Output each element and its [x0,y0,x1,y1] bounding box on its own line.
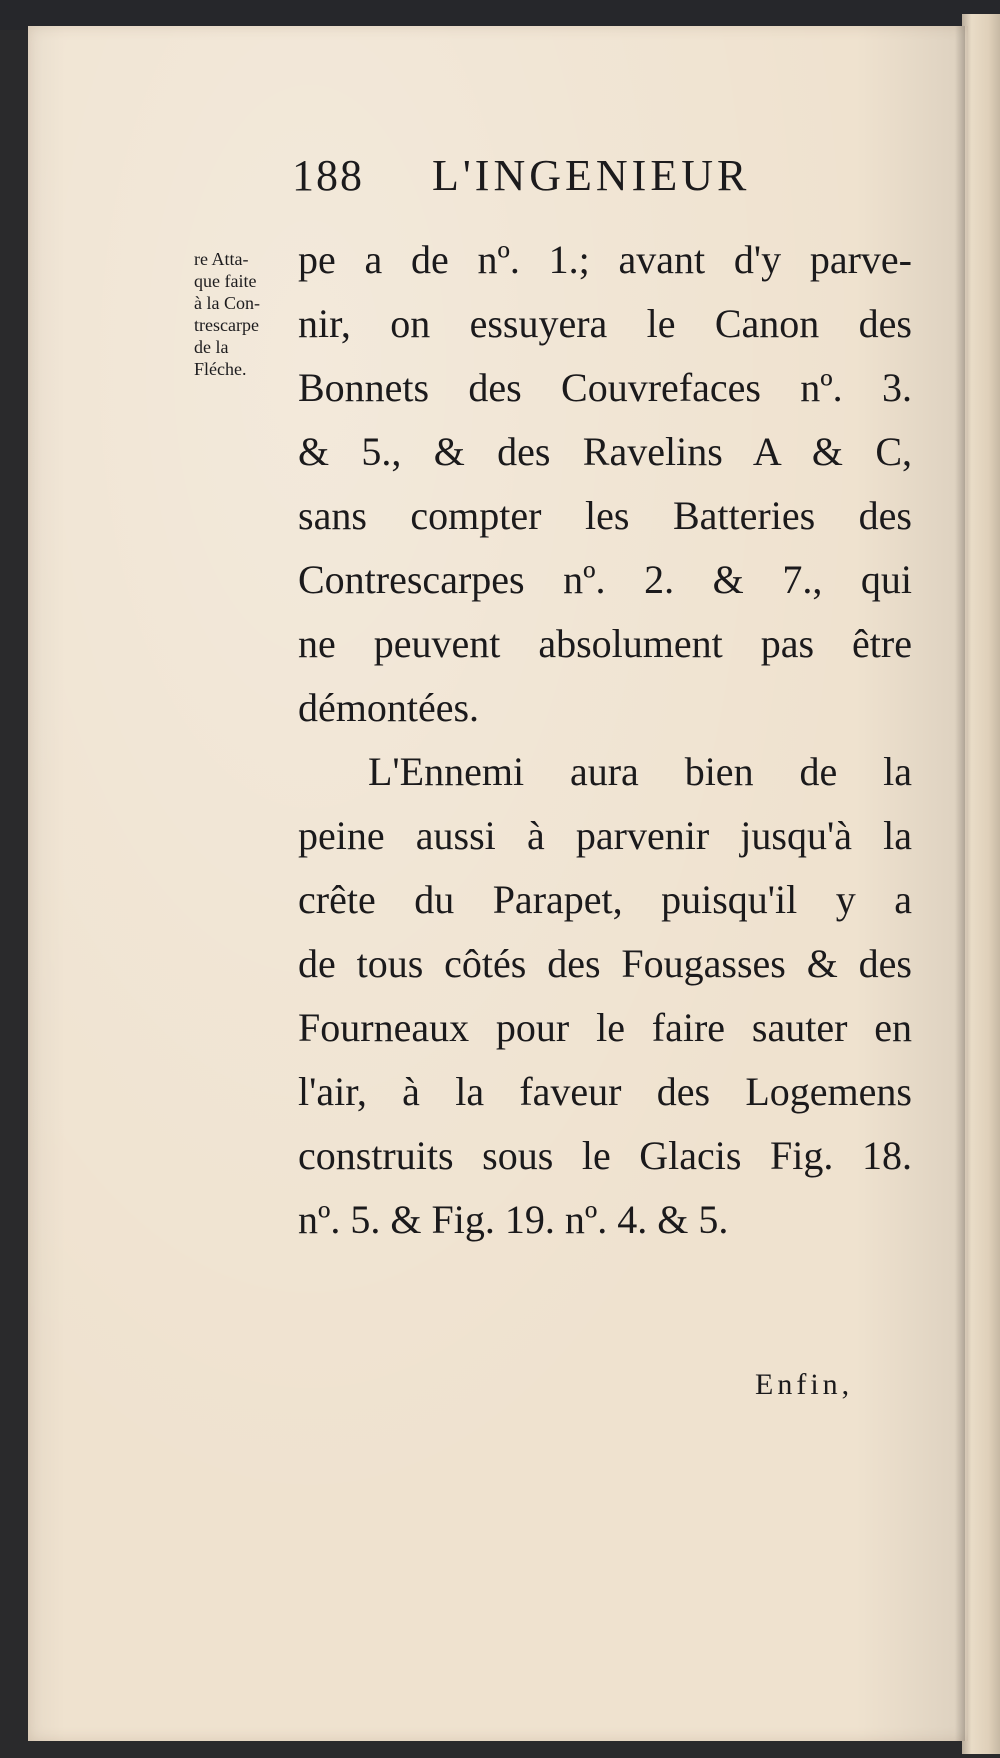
text-line: Bonnets des Couvrefaces nº. 3. [298,365,912,410]
margin-note-line: à la Con- [194,293,260,313]
text-line: crête du Parapet, puisqu'il y a [298,877,912,922]
text-line: Contrescarpes nº. 2. & 7., qui [298,557,912,602]
text-line: peine aussi à parvenir jusqu'à la [298,813,912,858]
text-line: nº. 5. & Fig. 19. nº. 4. & 5. [298,1197,729,1242]
margin-note-line: trescarpe [194,315,259,335]
page-header [292,150,912,210]
running-title: L'INGENIEUR [432,151,751,200]
text-line: démontées. [298,685,480,730]
margin-note [194,248,304,380]
text-line: nir, on essuyera le Canon des [298,301,912,346]
catchword: Enfin, [755,1368,854,1401]
text-line: pe a de nº. 1.; avant d'y parve- [298,237,912,282]
margin-note-line: Fléche. [194,359,247,379]
text-line: de tous côtés des Fougasses & des [298,941,912,986]
text-line: Fourneaux pour le faire sauter en [298,1005,912,1050]
text-line: & 5., & des Ravelins A & C, [298,429,912,474]
gutter-shadow [955,26,965,1741]
text-line: l'air, à la faveur des Logemens [298,1069,912,1114]
text-line: construits sous le Glacis Fig. 18. [298,1133,912,1178]
margin-note-line: de la [194,337,229,357]
text-line: sans compter les Batteries des [298,493,912,538]
margin-note-line: re Atta- [194,249,249,269]
paragraph-first-line: L'Ennemi aura bien de la [368,749,912,794]
text-line: ne peuvent absolument pas être [298,621,912,666]
page-number: 188 [292,151,364,200]
margin-note-line: que faite [194,271,257,291]
